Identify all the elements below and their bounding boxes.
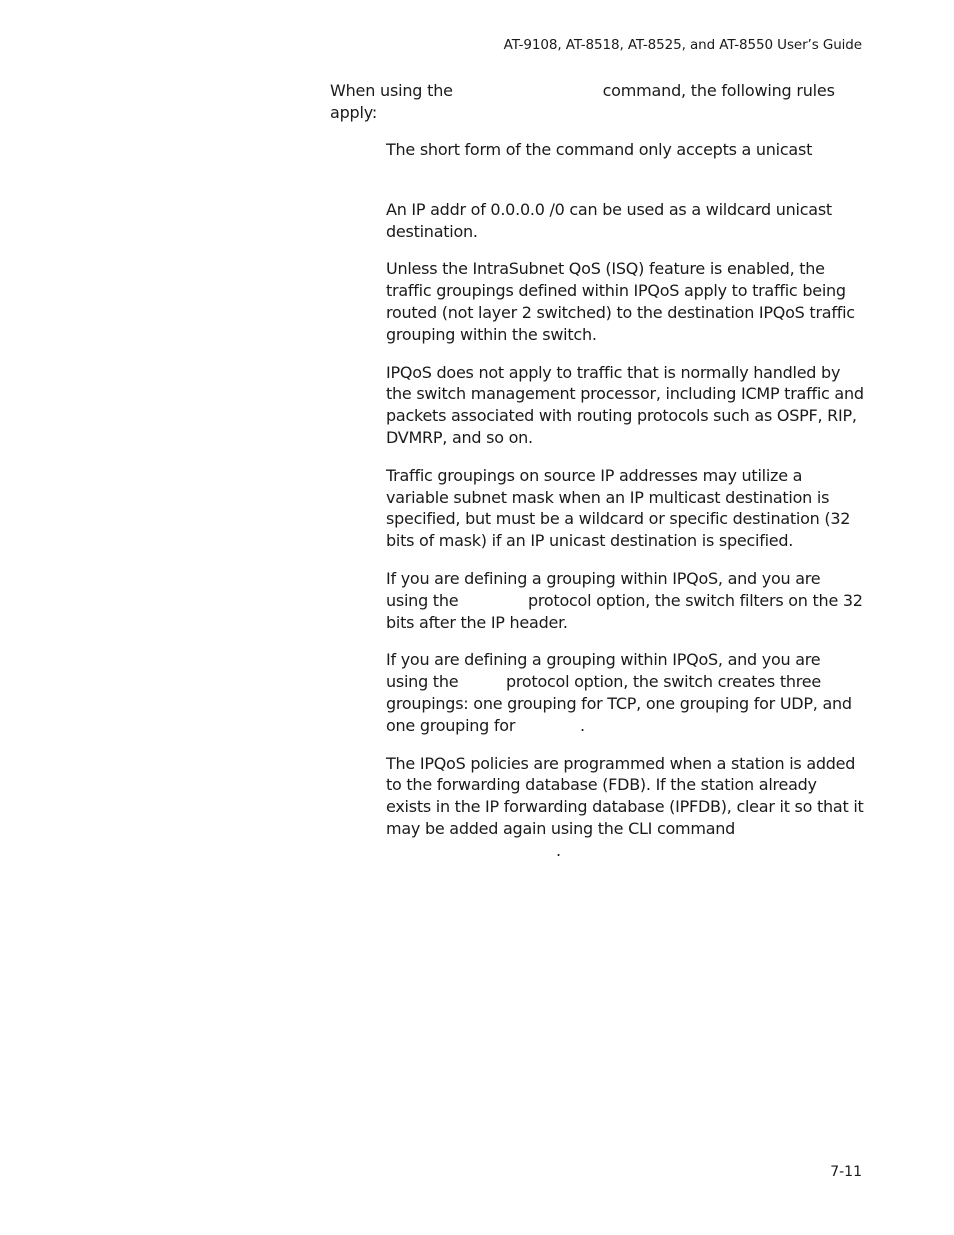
list-item bbox=[386, 568, 866, 633]
running-header: AT-9108, AT-8518, AT-8525, and AT-8550 User’s Guide bbox=[503, 37, 862, 53]
rules-list bbox=[386, 139, 866, 878]
rule-text: IPQoS does not apply to traffic that is normally handled by the switch management processor, including ICMP traffic and packets associated with routing protocols such as OSPF, RIP, DVMRP, and so on. bbox=[386, 362, 864, 447]
rule-text-middle: protocol option, the switch creates three groupings: one grouping for TCP, one grouping for UDP, and one grouping for bbox=[386, 672, 852, 735]
list-item bbox=[386, 199, 866, 243]
rule-text-start: If you are defining a grouping within IPQoS, and you are using the bbox=[386, 650, 821, 692]
rule-text-end: . bbox=[556, 840, 561, 860]
list-item bbox=[386, 362, 866, 449]
rule-text-start: If you are defining a grouping within IPQoS, and you are using the bbox=[386, 568, 821, 610]
list-item bbox=[386, 753, 866, 862]
list-item bbox=[386, 258, 866, 345]
intro-text-start: When using the bbox=[330, 81, 458, 100]
rule-text-end: . bbox=[580, 715, 585, 735]
list-item bbox=[386, 139, 866, 161]
intro-text-end: command, the following rules apply: bbox=[330, 81, 835, 122]
rule-text-start: The IPQoS policies are programmed when a station is added to the forwarding database (FDB). If the station already exists in the IP forwarding database (IPFDB), clear it so that it may be added again using the CLI command bbox=[386, 753, 864, 838]
page-number: 7-11 bbox=[830, 1164, 862, 1180]
rule-text: Traffic groupings on source IP addresses may utilize a variable subnet mask when an IP multicast destination is specified, but must be a wildcard or specific destination (32 bits of mask) if an IP unicast destination is specified. bbox=[386, 465, 851, 551]
list-item bbox=[386, 649, 866, 736]
list-item bbox=[386, 465, 866, 552]
intro-paragraph bbox=[330, 80, 860, 124]
rule-text: The short form of the command only accepts a unicast bbox=[386, 140, 813, 159]
rule-text-end: protocol option, the switch filters on the 32 bits after the IP header. bbox=[386, 590, 863, 632]
rule-text: Unless the IntraSubnet QoS (ISQ) feature is enabled, the traffic groupings defined within IPQoS apply to traffic being routed (not layer 2 switched) to the destination IPQoS traffic grouping within the switch. bbox=[386, 259, 855, 344]
rule-text: An IP addr of 0.0.0.0 /0 can be used as a wildcard unicast destination. bbox=[386, 199, 832, 241]
